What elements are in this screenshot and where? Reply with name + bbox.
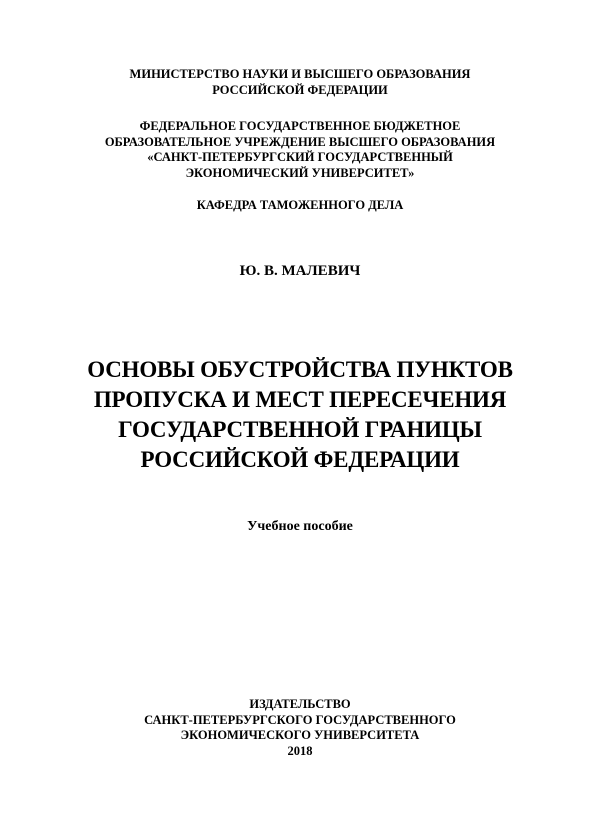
university-header (0, 119, 600, 181)
author-name (0, 262, 600, 280)
department-name (0, 198, 600, 214)
university-line: ЭКОНОМИЧЕСКИЙ УНИВЕРСИТЕТ» (185, 165, 415, 180)
university-line: «САНКТ-ПЕТЕРБУРГСКИЙ ГОСУДАРСТВЕННЫЙ (147, 150, 453, 164)
ministry-header (0, 67, 600, 98)
university-line: ОБРАЗОВАТЕЛЬНОЕ УЧРЕЖДЕНИЕ ВЫСШЕГО ОБРАЗОВАНИЯ (104, 134, 496, 149)
book-subtitle (0, 518, 600, 536)
publication-year: 2018 (287, 743, 313, 758)
university-line: ФЕДЕРАЛЬНОЕ ГОСУДАРСТВЕННОЕ БЮДЖЕТНОЕ (139, 119, 461, 133)
title-line: ГОСУДАРСТВЕННОЙ ГРАНИЦЫ (118, 417, 482, 442)
book-title (0, 355, 600, 475)
publisher-line: ЭКОНОМИЧЕСКОГО УНИВЕРСИТЕТА (180, 728, 420, 742)
author-line: Ю. В. МАЛЕВИЧ (239, 263, 361, 279)
title-line: РОССИЙСКОЙ ФЕДЕРАЦИИ (140, 447, 460, 472)
ministry-line: РОССИЙСКОЙ ФЕДЕРАЦИИ (212, 82, 388, 97)
title-line: ОСНОВЫ ОБУСТРОЙСТВА ПУНКТОВ (87, 357, 513, 382)
publisher-line: ИЗДАТЕЛЬСТВО (249, 697, 351, 711)
publisher-line: САНКТ-ПЕТЕРБУРГСКОГО ГОСУДАРСТВЕННОГО (144, 712, 456, 727)
department-line: КАФЕДРА ТАМОЖЕННОГО ДЕЛА (196, 198, 404, 212)
title-line: ПРОПУСКА И МЕСТ ПЕРЕСЕЧЕНИЯ (93, 387, 507, 412)
ministry-line: МИНИСТЕРСТВО НАУКИ И ВЫСШЕГО ОБРАЗОВАНИЯ (129, 67, 471, 81)
publisher-imprint (0, 697, 600, 759)
subtitle-line: Учебное пособие (247, 519, 353, 534)
